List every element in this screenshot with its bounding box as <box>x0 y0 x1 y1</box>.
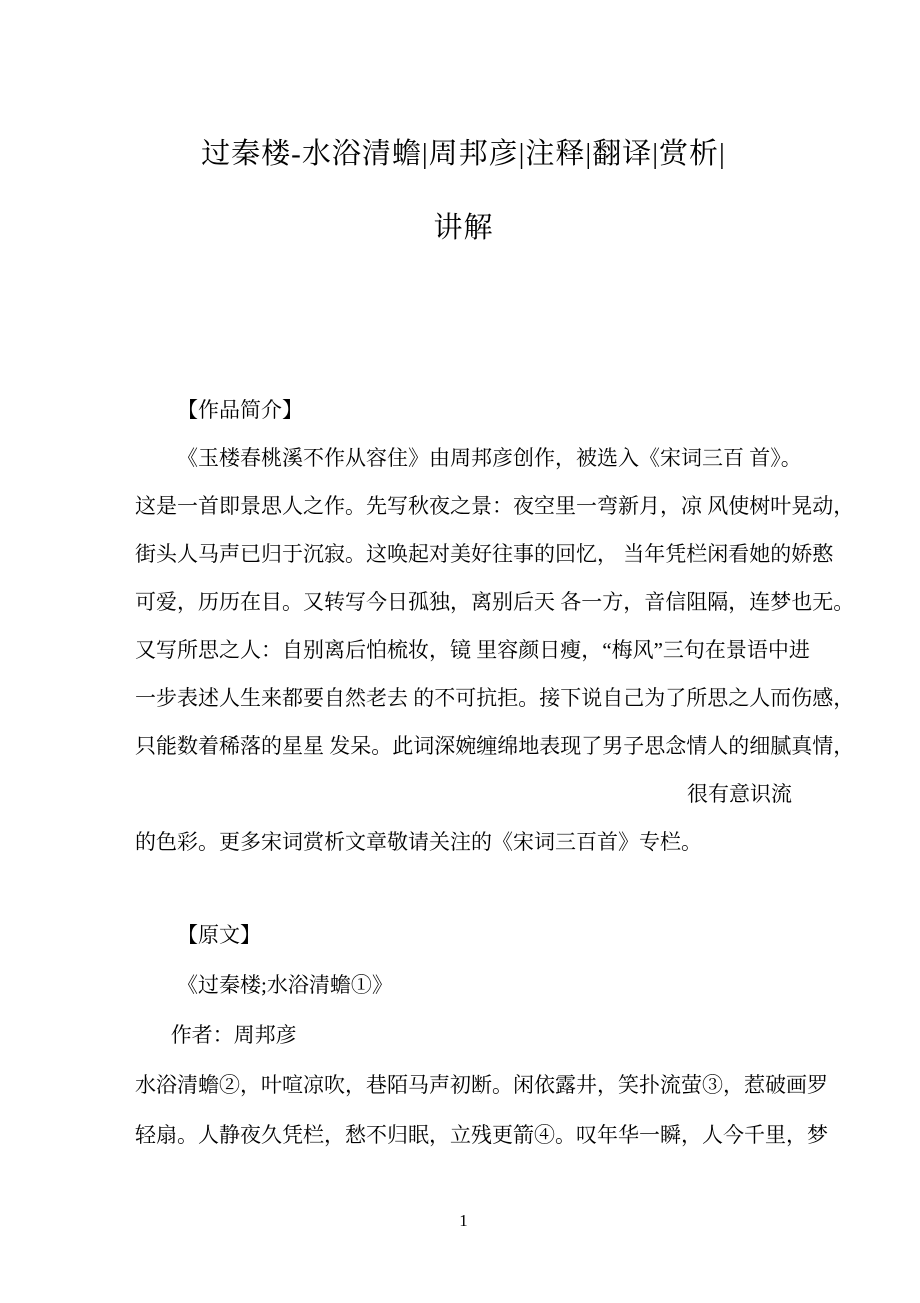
page-title-line-2: 讲解 <box>433 212 494 244</box>
section-heading-intro: 【作品简介】 <box>177 398 303 422</box>
intro-line: 《玉楼春桃溪不作从容住》由周邦彦创作，被选入《宋词三百 首》。 <box>177 446 802 470</box>
intro-line: 的色彩。更多宋词赏析文章敬请关注的《宋词三百首》专栏。 <box>135 830 702 854</box>
intro-line: 街头人马声已归于沉寂。这唤起对美好往事的回忆， 当年凭栏闲看她的娇憨 <box>135 542 834 566</box>
intro-line: 只能数着稀落的星星 发呆。此词深婉缠绵地表现了男子思念情人的细腻真情， <box>135 734 855 758</box>
page-title-line-1: 过秦楼-水浴清蟾|周邦彦|注释|翻译|赏析| <box>201 138 726 170</box>
intro-line: 一步表述人生来都要自然老去 的不可抗拒。接下说自己为了所思之人而伤感， <box>135 686 855 710</box>
intro-line: 可爱，历历在目。又转写今日孤独，离别后天 各一方，音信阻隔，连梦也无。 <box>135 590 855 614</box>
poem-line: 水浴清蟾②，叶喧凉吹，巷陌马声初断。闲依露井，笑扑流萤③，惹破画罗 <box>135 1073 828 1097</box>
document-content <box>135 0 855 1232</box>
intro-line: 这是一首即景思人之作。先写秋夜之景：夜空里一弯新月，凉 风使树叶晃动， <box>135 494 855 518</box>
intro-line: 很有意识流 <box>687 782 792 806</box>
intro-line: 又写所思之人：自别离后怕梳妆，镜 里容颜日瘦，“梅风”三句在景语中进 <box>135 638 810 662</box>
poem-title: 《过秦楼;水浴清蟾①》 <box>177 973 393 997</box>
poem-line: 轻扇。人静夜久凭栏，愁不归眠，立残更箭④。叹年华一瞬，人今千里，梦 <box>135 1123 828 1147</box>
section-intro <box>135 386 855 866</box>
poem-author: 作者：周邦彦 <box>170 1023 297 1047</box>
section-heading-original: 【原文】 <box>177 923 261 947</box>
page-number: 1 <box>459 1211 468 1230</box>
section-original <box>135 910 828 1160</box>
